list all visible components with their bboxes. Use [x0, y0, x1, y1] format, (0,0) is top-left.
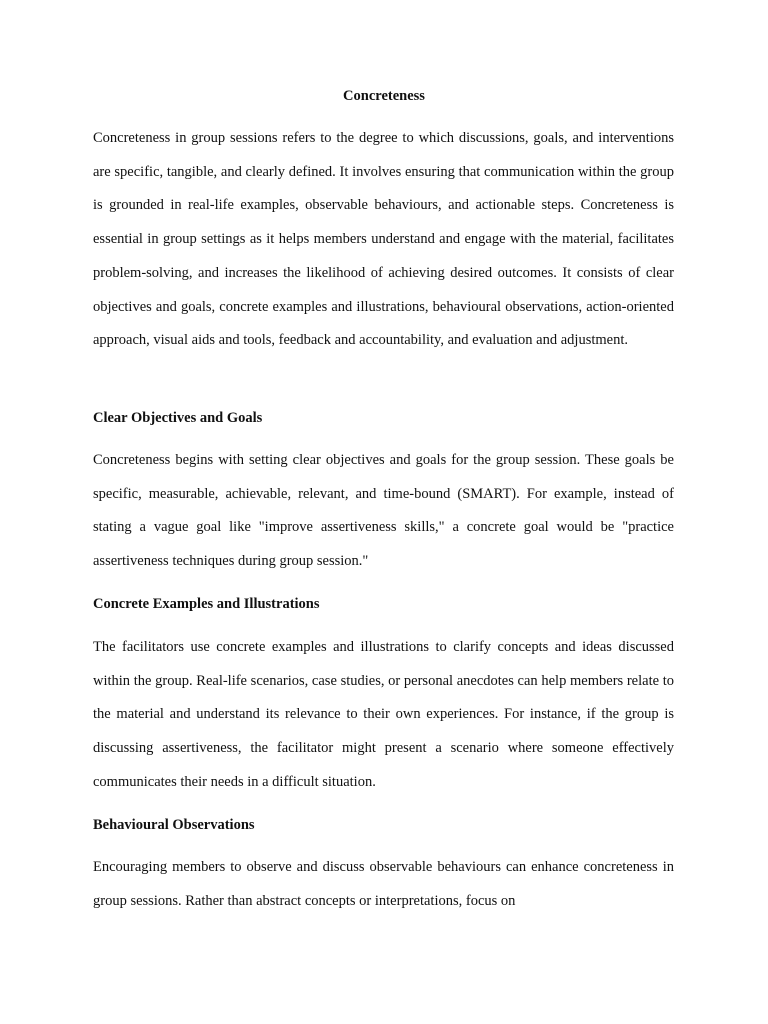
section-body-clear-objectives: Concreteness begins with setting clear objectives and goals for the group session. These goals be specific, measurable, achievable, relevant, and time-bound (SMART). For example, instead of stating a vague goal like "improve assertiveness skills," a concrete goal would be "practice assertiveness techniques during group session.": [93, 452, 674, 570]
section-heading-concrete-examples: Concrete Examples and Illustrations: [93, 596, 320, 612]
section-heading-behavioural-observations: Behavioural Observations: [93, 817, 255, 833]
section-body-behavioural-observations: Encouraging members to observe and discuss observable behaviours can enhance concreteness in group sessions. Rather than abstract concepts or interpretations, focus on: [93, 859, 674, 909]
section-heading-clear-objectives: Clear Objectives and Goals: [93, 410, 263, 426]
section-body-concrete-examples: The facilitators use concrete examples and illustrations to clarify concepts and ideas discussed within the group. Real-life scenarios, case studies, or personal anecdotes can help members relate to the material and understand its relevance to their own experiences. For instance, if the group is discussing assertiveness, the facilitator might present a scenario where someone effectively communicates their needs in a difficult situation.: [93, 639, 674, 790]
intro-paragraph: Concreteness in group sessions refers to the degree to which discussions, goals, and interventions are specific, tangible, and clearly defined. It involves ensuring that communication within the group is grounded in real-life examples, observable behaviours, and actionable steps. Concreteness is essential in group settings as it helps members understand and engage with the material, facilitates problem-solving, and increases the likelihood of achieving desired outcomes. It consists of clear objectives and goals, concrete examples and illustrations, behavioural observations, action-oriented approach, visual aids and tools, feedback and accountability, and evaluation and adjustment.: [93, 130, 674, 349]
document-title: Concreteness: [343, 88, 425, 104]
